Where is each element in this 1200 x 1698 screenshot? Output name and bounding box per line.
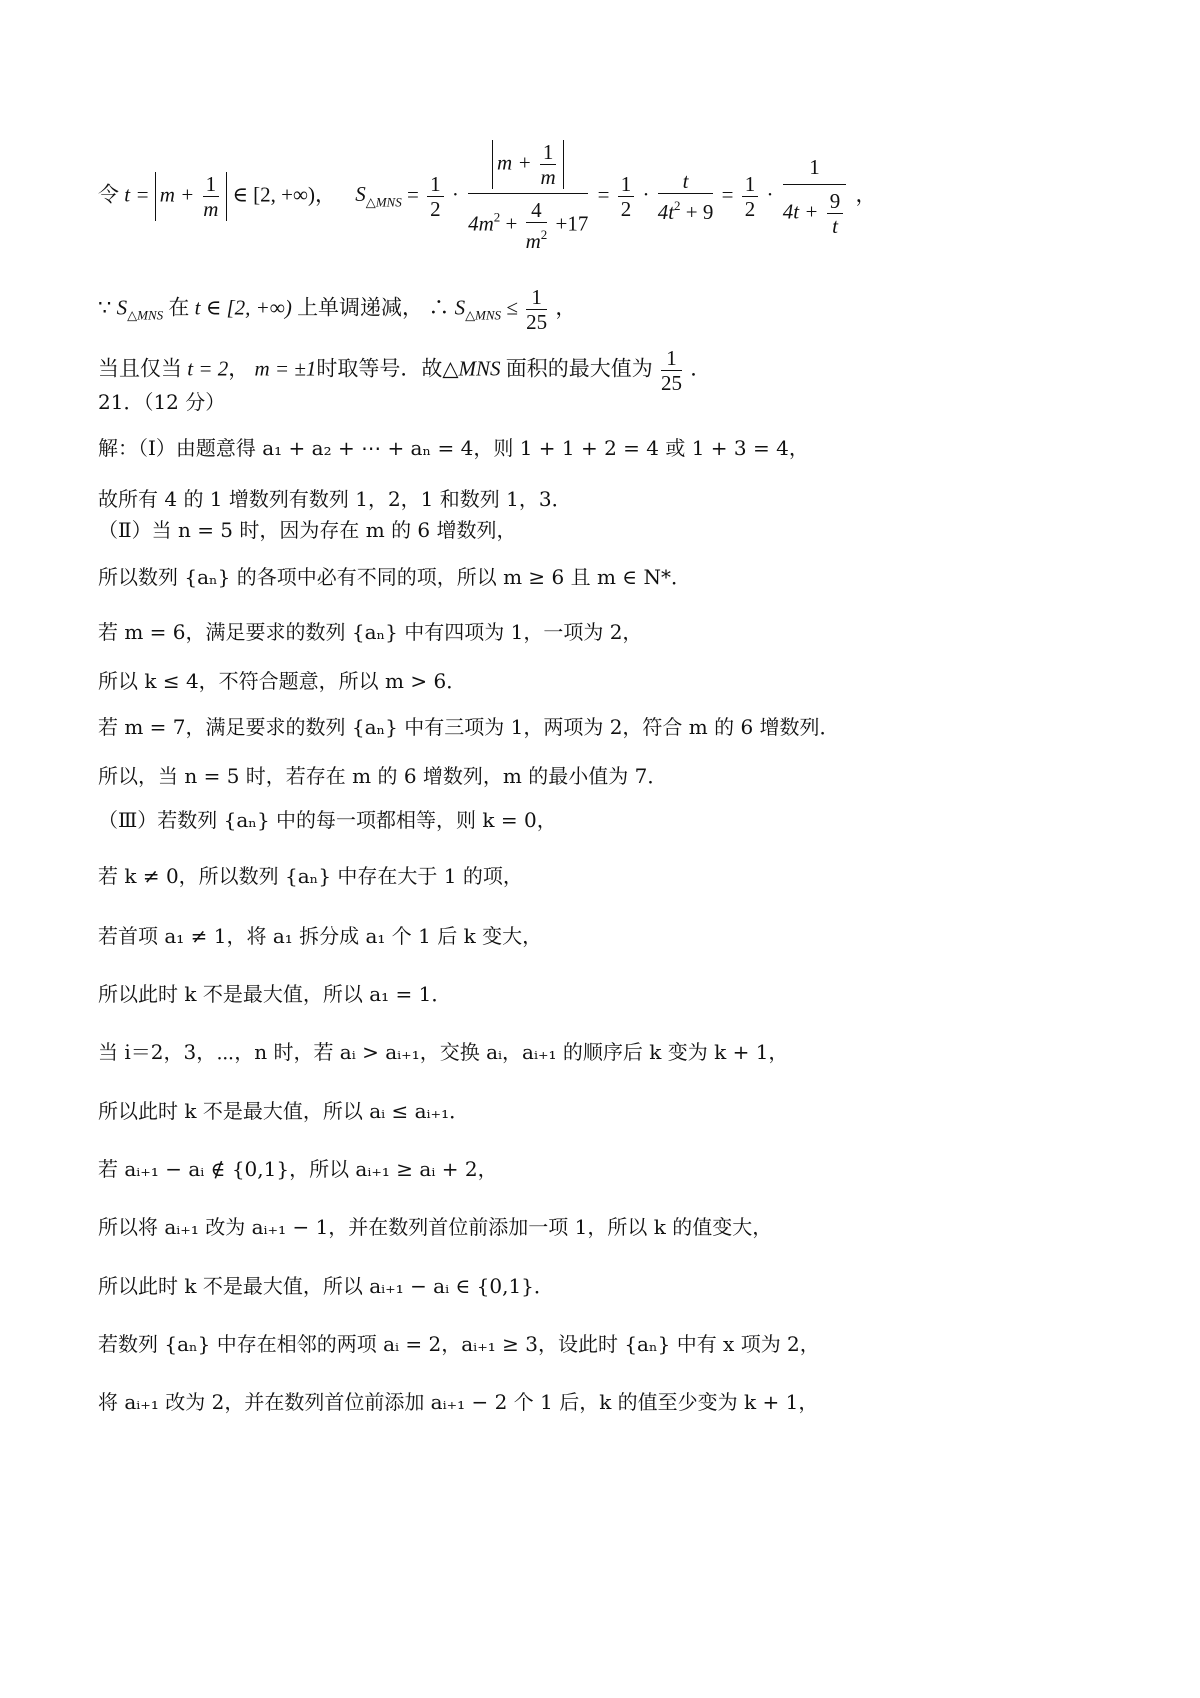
dot: ·	[451, 182, 459, 207]
text: 面积的最大值为	[505, 356, 653, 381]
range-text: ∈ [2, +∞)，	[232, 182, 336, 207]
frac-num: 4	[526, 198, 548, 223]
frac-den: 25	[526, 310, 548, 334]
solution-line: 解：（Ⅰ）由题意得 a₁ + a₂ + ⋯ + aₙ = 4，则 1 + 1 + 2 = 4 或 1 + 3 = 4，	[98, 436, 809, 460]
solution-line: 若 m = 6，满足要求的数列 {aₙ} 中有四项为 1，一项为 2，	[98, 620, 643, 644]
m-eq: m = ±1	[254, 356, 317, 381]
abs-numerator	[492, 140, 564, 189]
abs-m-text: m +	[159, 182, 195, 207]
frac-num: 1	[783, 155, 847, 185]
area-symbol: S	[355, 182, 366, 207]
solution-line: 所以此时 k 不是最大值，所以 aᵢ₊₁ − aᵢ ∈ {0,1}．	[98, 1274, 554, 1298]
le-symbol: ≤	[506, 295, 518, 320]
area-symbol: S	[116, 295, 128, 320]
text: ，	[228, 356, 250, 381]
solution-line: 所以 k ≤ 4，不符合题意，所以 m > 6．	[98, 669, 467, 693]
frac-1-over-m-num	[540, 140, 557, 189]
solution-line: 若首项 a₁ ≠ 1，将 a₁ 拆分成 a₁ 个 1 后 k 变大，	[98, 924, 543, 948]
frac-num: 1	[203, 172, 220, 197]
frac-last	[783, 155, 847, 238]
equals-2: =	[597, 182, 610, 207]
solution-line: 若 m = 7，满足要求的数列 {aₙ} 中有三项为 1，两项为 2，符合 m 的 6 增数列．	[98, 715, 840, 739]
area-symbol: S	[454, 295, 466, 320]
period: ．	[690, 356, 712, 381]
frac-den-b: + 9	[685, 200, 714, 224]
dot-3: ·	[766, 182, 774, 207]
equals-3: =	[721, 182, 734, 207]
big-fraction	[468, 140, 588, 253]
equals: =	[406, 182, 419, 207]
frac-half-1	[427, 172, 444, 221]
frac-den-a: 4t	[657, 200, 675, 224]
frac-den: m	[203, 197, 219, 221]
comma: ，	[855, 182, 877, 207]
big-fraction-denominator	[468, 194, 588, 253]
formula-line-area	[98, 140, 876, 253]
frac-1-over-25	[526, 285, 547, 334]
solution-line: 若 k ≠ 0，所以数列 {aₙ} 中存在大于 1 的项，	[98, 864, 523, 888]
solution-line: 所以此时 k 不是最大值，所以 a₁ = 1．	[98, 982, 452, 1006]
dot-2: ·	[642, 182, 650, 207]
frac-den-sup: 2	[540, 227, 548, 242]
frac-half-2	[618, 172, 635, 221]
frac-num: 9	[827, 189, 844, 214]
because-symbol: ∵	[98, 295, 112, 320]
frac-half-3	[742, 172, 759, 221]
frac-1-over-m	[203, 172, 220, 221]
comma: ，	[555, 295, 577, 320]
abs-m-plus-inv-m	[155, 172, 227, 221]
solution-line: 所以数列 {aₙ} 的各项中必有不同的项，所以 m ≥ 6 且 m ∈ N*．	[98, 565, 691, 589]
t-eq-2: t = 2	[187, 356, 229, 381]
solution-line: 所以此时 k 不是最大值，所以 aᵢ ≤ aᵢ₊₁．	[98, 1099, 470, 1123]
area-subscript: △MNS	[465, 307, 502, 323]
frac-num: 1	[540, 140, 557, 165]
frac-den-sup: 2	[674, 198, 681, 213]
frac-den: m	[540, 165, 556, 189]
text: 在	[168, 295, 190, 320]
part-two-heading: （Ⅱ）当 n = 5 时，因为存在 m 的 6 增数列，	[98, 518, 517, 542]
question-heading: 21．（12 分）	[98, 390, 226, 414]
frac-num: 1	[742, 172, 759, 197]
big-fraction-numerator	[468, 140, 588, 194]
frac-last-den	[783, 185, 847, 238]
text: 时取等号．故△	[316, 356, 459, 381]
den-a: 4t +	[782, 199, 819, 224]
frac-num: t	[658, 169, 714, 194]
area-subscript: △MNS	[365, 194, 402, 210]
den-term-c: +17	[555, 211, 589, 236]
text: 上单调递减，	[297, 295, 424, 320]
frac-den: t	[832, 214, 838, 238]
therefore-symbol: ∴	[428, 295, 450, 320]
range: t ∈ [2, +∞)	[194, 295, 292, 320]
frac-num: 1	[661, 346, 682, 371]
frac-4-over-m2	[526, 198, 548, 253]
frac-9-over-t	[827, 189, 844, 238]
frac-den: 2	[620, 197, 632, 221]
solution-line: 所以将 aᵢ₊₁ 改为 aᵢ₊₁ − 1，并在数列首位前添加一项 1，所以 k 的值变大，	[98, 1215, 773, 1239]
den-term-a: 4m	[468, 211, 494, 236]
solution-line: 故所有 4 的 1 增数列有数列 1，2，1 和数列 1，3．	[98, 487, 572, 511]
let-prefix: 令	[98, 182, 119, 207]
frac-num: 1	[618, 172, 635, 197]
solution-line: 若数列 {aₙ} 中存在相邻的两项 aᵢ = 2，aᵢ₊₁ ≥ 3，设此时 {aₙ} 中有 x 项为 2，	[98, 1332, 820, 1356]
den-sup: 2	[493, 209, 501, 225]
text: 当且仅当	[98, 356, 182, 381]
frac-den: m	[525, 229, 541, 253]
solution-line: 当 i＝2，3，⋯，n 时，若 aᵢ > aᵢ₊₁，交换 aᵢ，aᵢ₊₁ 的顺序后 k 变为 k + 1，	[98, 1040, 789, 1064]
frac-num: 1	[526, 285, 547, 310]
frac-1-over-25	[661, 346, 682, 395]
solution-line: 若 aᵢ₊₁ − aᵢ ∉ {0,1}，所以 aᵢ₊₁ ≥ aᵢ + 2，	[98, 1157, 498, 1181]
frac-num: 1	[427, 172, 444, 197]
part-three-heading: （Ⅲ）若数列 {aₙ} 中的每一项都相等，则 k = 0，	[98, 808, 557, 832]
frac-den: 25	[661, 371, 683, 395]
solution-line: 所以，当 n = 5 时，若存在 m 的 6 增数列，m 的最小值为 7．	[98, 764, 668, 788]
triangle-name: MNS	[458, 356, 501, 381]
t-eq: t =	[124, 182, 150, 207]
den-plus: +	[505, 211, 518, 236]
frac-den: 2	[430, 197, 441, 221]
monotonic-line	[98, 285, 576, 334]
area-subscript: △MNS	[127, 307, 164, 323]
frac-den: 2	[744, 197, 756, 221]
solution-line: 将 aᵢ₊₁ 改为 2，并在数列首位前添加 aᵢ₊₁ − 2 个 1 后，k 的值至少变为 k + 1，	[98, 1390, 819, 1414]
frac-t-over	[658, 169, 714, 224]
abs-text: m +	[497, 150, 532, 175]
